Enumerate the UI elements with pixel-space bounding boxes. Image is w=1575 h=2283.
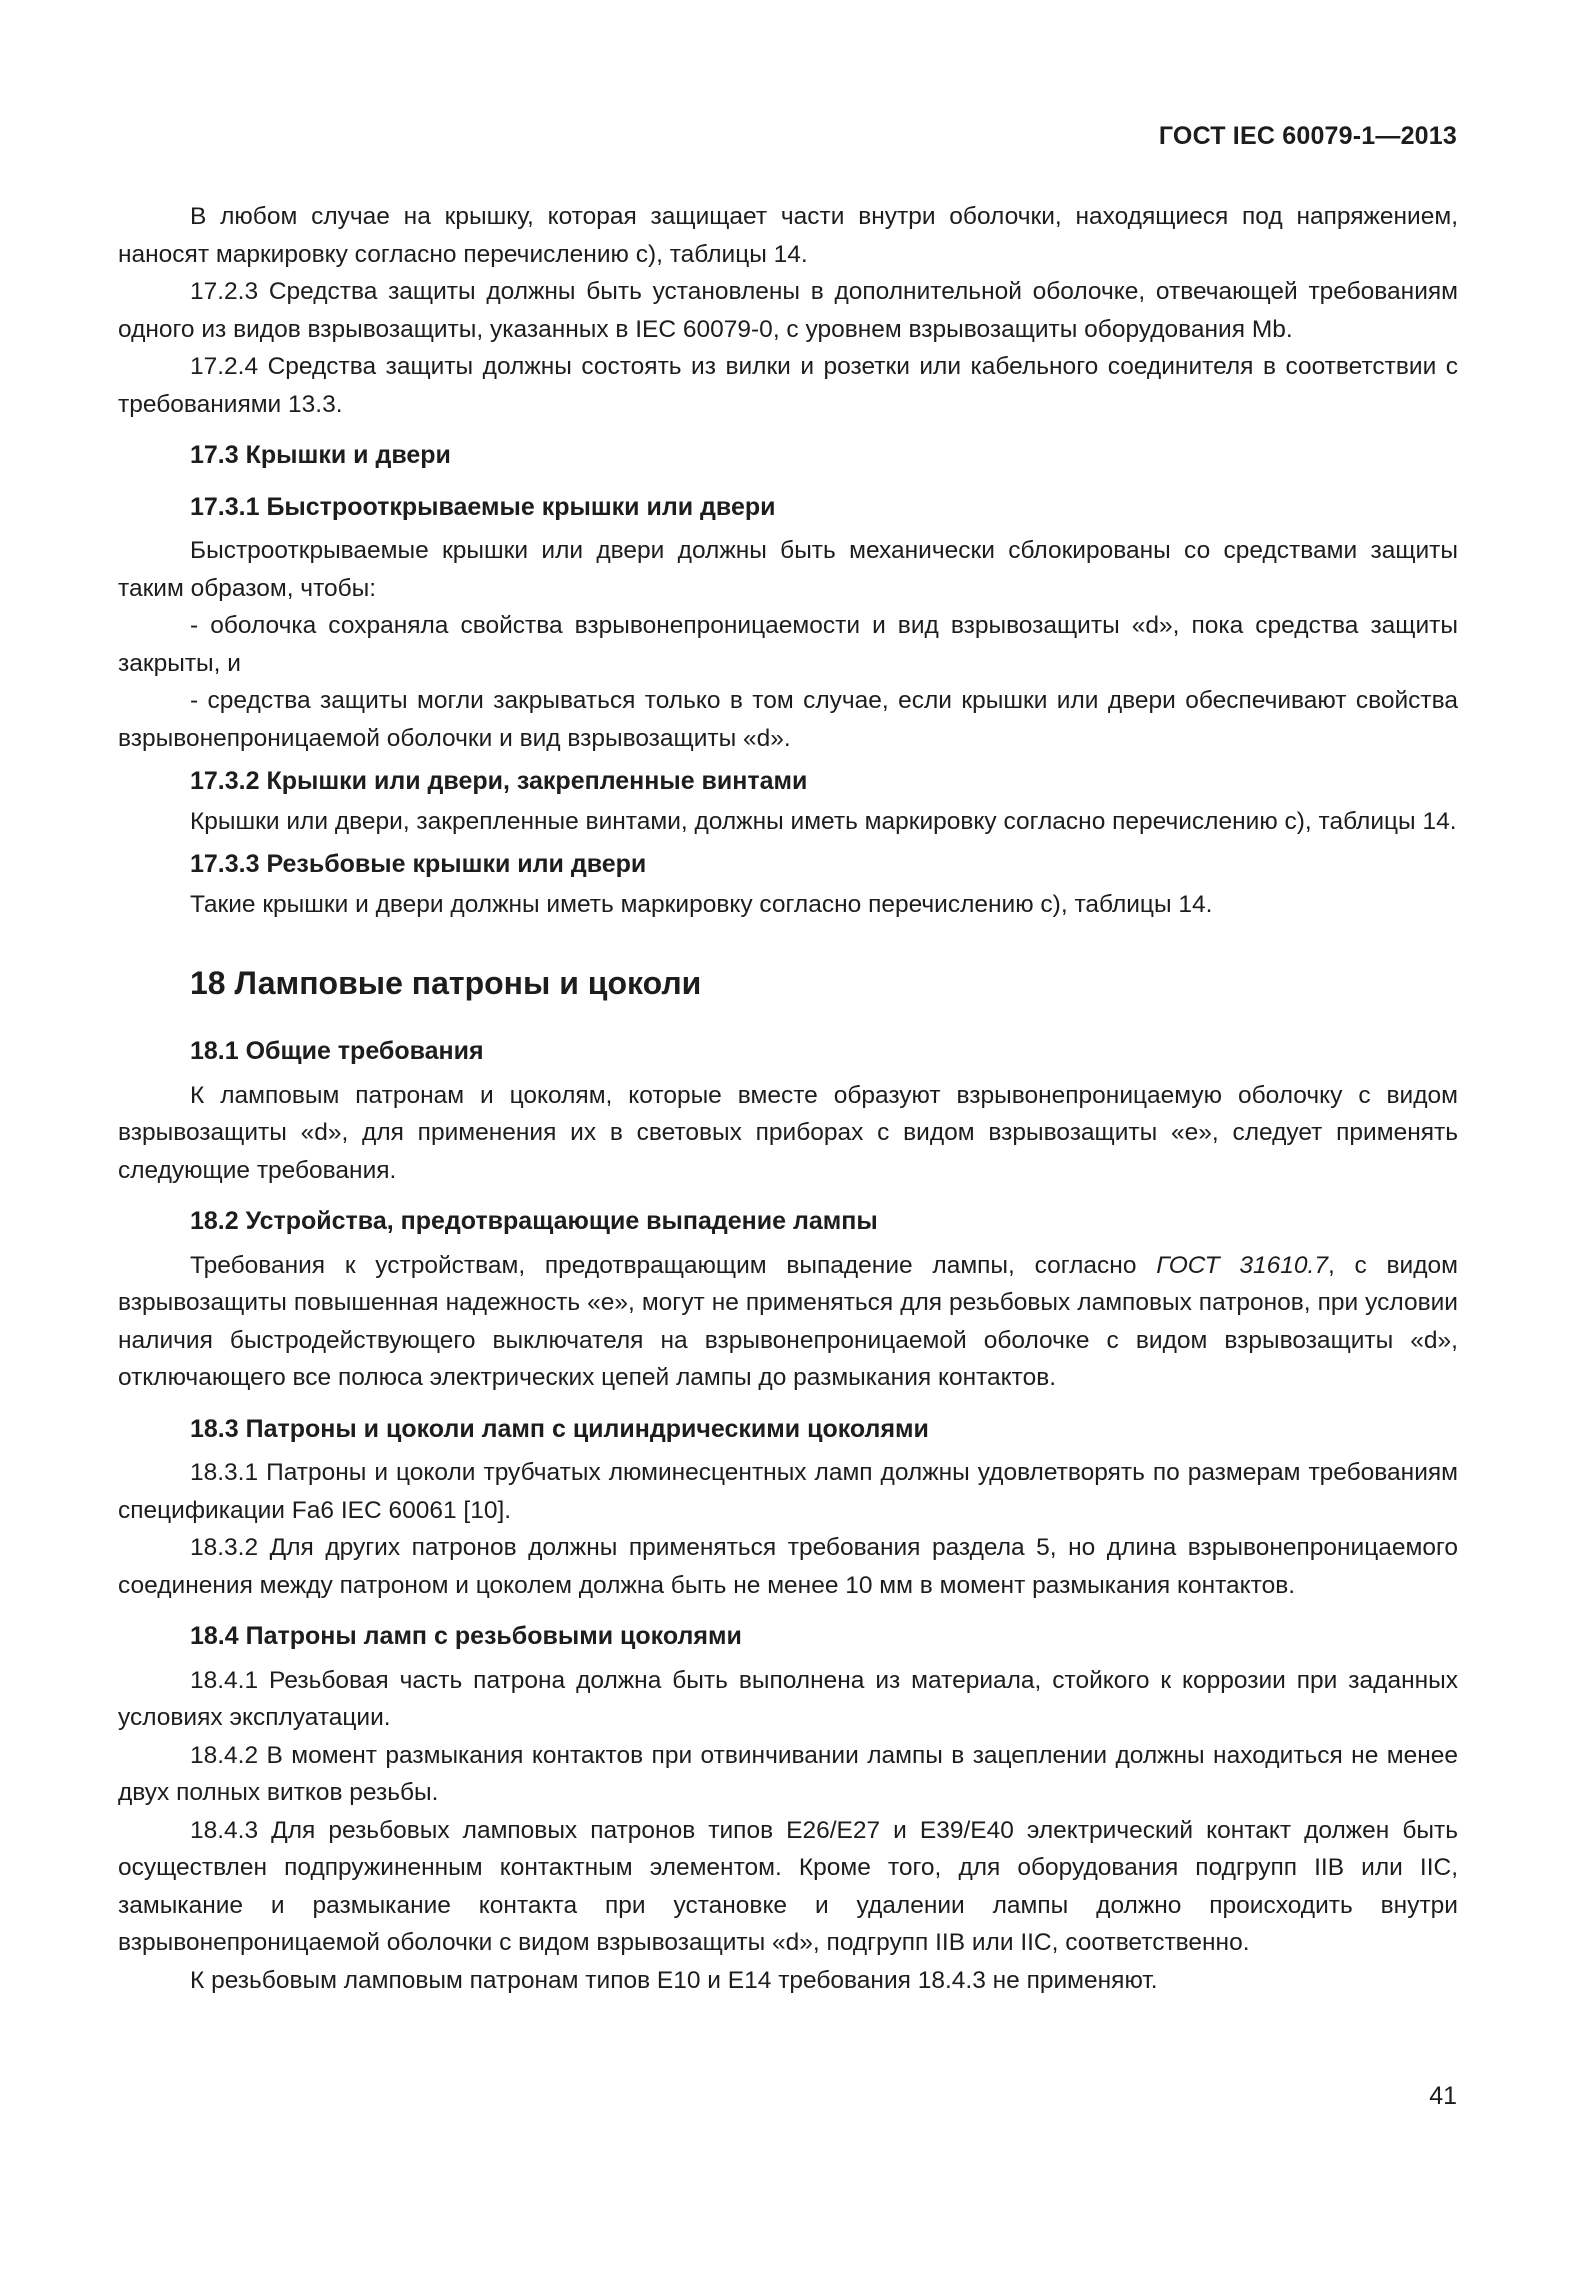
paragraph <box>118 1247 1458 1397</box>
section-heading-18-2: 18.2 Устройства, предотвращающие выпадение лампы <box>190 1207 878 1235</box>
paragraph: К резьбовым ламповым патронам типов E10 и E14 требования 18.4.3 не применяют. <box>190 1966 1158 1994</box>
paragraph: К ламповым патронам и цоколям, которые вместе образуют взрывонепроницаемую оболочку с видом взрывозащиты «d», для применения их в световых приборах с видом взрывозащиты «e», следует применять следующие требования. <box>118 1081 1458 1184</box>
paragraph: Крышки или двери, закрепленные винтами, должны иметь маркировку согласно перечислению c), таблицы 14. <box>190 807 1457 835</box>
section-heading-18-1: 18.1 Общие требования <box>190 1037 484 1065</box>
document-body <box>118 198 1458 1999</box>
list-item: - средства защиты могли закрываться только в том случае, если крышки или двери обеспечивают свойства взрывонепроницаемой оболочки и вид взрывозащиты «d». <box>118 687 1458 752</box>
standard-reference: ГОСТ 31610.7 <box>1156 1251 1328 1279</box>
paragraph: 18.3.1 Патроны и цоколи трубчатых люминесцентных ламп должны удовлетворять по размерам требованиям спецификации Fa6 IEC 60061 [10]. <box>118 1459 1458 1524</box>
section-heading-17-3-3: 17.3.3 Резьбовые крышки или двери <box>190 850 647 878</box>
paragraph: 18.4.3 Для резьбовых ламповых патронов типов E26/E27 и E39/E40 электрический контакт должен быть осуществлен подпружиненным контактным элементом. Кроме того, для оборудования подгрупп IIB или IIC, замыкание и размыкание контакта при установке и удалении лампы должно происходить внутри взрывонепроницаемой оболочки с видом взрывозащиты «d», подгрупп IIB или IIC, соответственно. <box>118 1816 1458 1956</box>
chapter-heading-18: 18 Ламповые патроны и цоколи <box>190 965 702 1001</box>
paragraph: Такие крышки и двери должны иметь маркировку согласно перечислению c), таблицы 14. <box>190 890 1213 918</box>
list-item: - оболочка сохраняла свойства взрывонепроницаемости и вид взрывозащиты «d», пока средства защиты закрыты, и <box>118 612 1458 677</box>
paragraph: 18.3.2 Для других патронов должны применяться требования раздела 5, но длина взрывонепроницаемого соединения между патроном и цоколем должна быть не менее 10 мм в момент размыкания контактов. <box>118 1534 1458 1599</box>
page-number: 41 <box>1429 2082 1457 2110</box>
paragraph: В любом случае на крышку, которая защищает части внутри оболочки, находящиеся под напряжением, наносят маркировку согласно перечислению c), таблицы 14. <box>118 203 1458 268</box>
paragraph: 18.4.1 Резьбовая часть патрона должна быть выполнена из материала, стойкого к коррозии при заданных условиях эксплуатации. <box>118 1666 1458 1731</box>
section-heading-17-3-1: 17.3.1 Быстрооткрываемые крышки или двери <box>190 492 776 521</box>
paragraph-text: , с видом взрывозащиты повышенная надежность «e», могут не применяться для резьбовых ламповых патронов, при условии наличия быстродействующего выключателя на взрывонепроницаемой оболочке с видом взрывозащиты «d», отключающего все полюса электрических цепей лампы до размыкания контактов. <box>118 1251 1458 1391</box>
paragraph: 18.4.2 В момент размыкания контактов при отвинчивании лампы в зацеплении должны находиться не менее двух полных витков резьбы. <box>118 1741 1458 1806</box>
paragraph: Быстрооткрываемые крышки или двери должны быть механически сблокированы со средствами защиты таким образом, чтобы: <box>118 537 1458 602</box>
paragraph: 17.2.4 Средства защиты должны состоять из вилки и розетки или кабельного соединителя в соответствии с требованиями 13.3. <box>118 353 1458 418</box>
section-heading-18-3: 18.3 Патроны и цоколи ламп с цилиндрическими цоколями <box>190 1414 929 1443</box>
paragraph: 17.2.3 Средства защиты должны быть установлены в дополнительной оболочке, отвечающей требованиям одного из видов взрывозащиты, указанных в IEC 60079-0, с уровнем взрывозащиты оборудования Mb. <box>118 278 1458 343</box>
document-standard-id: ГОСТ IEC 60079-1—2013 <box>1158 122 1457 150</box>
section-heading-18-4: 18.4 Патроны ламп с резьбовыми цоколями <box>190 1622 742 1650</box>
paragraph-text: Требования к устройствам, предотвращающим выпадение лампы, согласно <box>190 1251 1157 1279</box>
section-heading-17-3-2: 17.3.2 Крышки или двери, закрепленные винтами <box>190 767 808 795</box>
section-heading-17-3: 17.3 Крышки и двери <box>190 441 451 469</box>
